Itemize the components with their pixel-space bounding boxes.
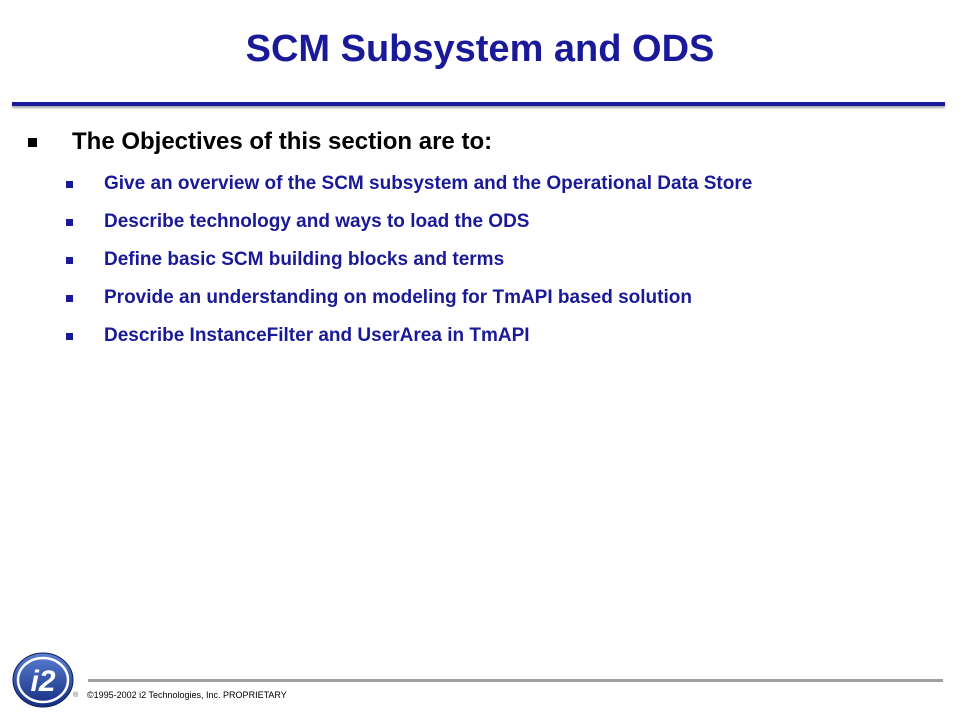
list-item <box>64 248 914 272</box>
main-bullet-text: The Objectives of this section are to: <box>72 128 493 155</box>
list-item-text: Define basic SCM building blocks and terms <box>104 249 505 270</box>
list-item-text: Provide an understanding on modeling for TmAPI based solution <box>104 287 692 308</box>
slide-title: SCM Subsystem and ODS <box>245 28 715 70</box>
square-bullet-icon <box>28 138 37 147</box>
square-bullet-icon <box>66 333 73 340</box>
list-item-text: Describe InstanceFilter and UserArea in TmAPI <box>104 325 530 346</box>
registered-mark: ® <box>73 692 79 699</box>
list-item <box>64 324 914 348</box>
square-bullet-icon <box>66 295 73 302</box>
i2-logo-icon <box>12 652 74 708</box>
title-divider <box>12 102 945 106</box>
square-bullet-icon <box>66 219 73 226</box>
list-item <box>64 172 914 196</box>
square-bullet-icon <box>66 181 73 188</box>
logo-text: i2 <box>30 665 56 698</box>
square-bullet-icon <box>66 257 73 264</box>
footer-divider <box>88 679 943 682</box>
list-item <box>64 210 914 234</box>
list-item <box>64 286 914 310</box>
list-item-text: Give an overview of the SCM subsystem and the Operational Data Store <box>104 173 753 194</box>
list-item-text: Describe technology and ways to load the ODS <box>104 211 530 232</box>
copyright-notice: ©1995-2002 i2 Technologies, Inc. PROPRIETARY <box>87 690 287 700</box>
objectives-list <box>64 172 914 362</box>
